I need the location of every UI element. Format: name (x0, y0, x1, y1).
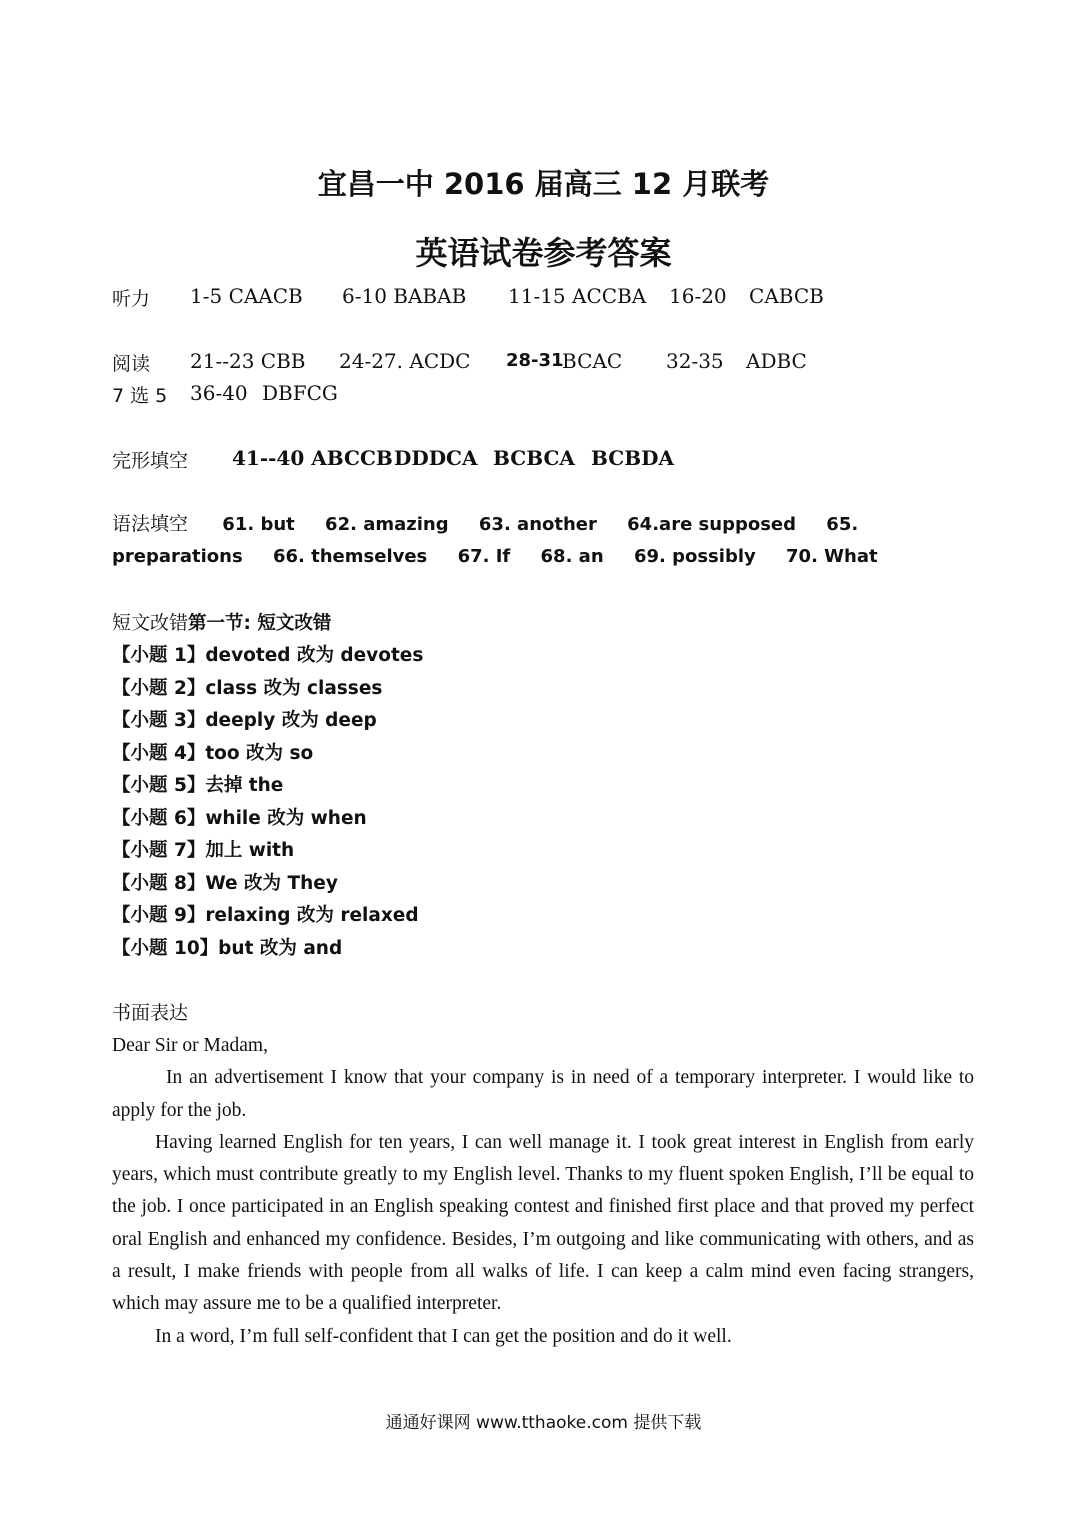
correction-item: 【小题 1】devoted 改为 devotes (112, 645, 424, 666)
listening-answers: 11-15 ACCBA (508, 284, 647, 308)
page-footer: 通通好课网 www.tthaoke.com 提供下载 (385, 1413, 702, 1433)
correction-label: 短文改错 (112, 612, 189, 634)
grammar-item: 69. possibly (633, 546, 756, 567)
correction-item: 【小题 7】加上 with (112, 840, 295, 861)
reading-range-bold: 28-31 (506, 350, 564, 371)
grammar-item: 66. themselves (272, 546, 428, 567)
cloze-answers: 41--40 ABCCB (232, 446, 393, 470)
correction-item: 【小题 6】while 改为 when (112, 808, 367, 829)
essay-paragraph: In a word, I’m full self-confident that I can get the position and do it well. (155, 1325, 732, 1347)
grammar-item: 67. If (457, 546, 511, 567)
correction-item: 【小题 10】but 改为 and (112, 938, 343, 959)
cloze-label: 完形填空 (112, 450, 189, 472)
grammar-item: 68. an (540, 546, 604, 567)
seven-choose-five-range: 36-40 (190, 381, 248, 405)
reading-label: 阅读 (112, 353, 151, 375)
correction-section-title: 第一节: 短文改错 (188, 613, 332, 634)
cloze-answers: BCBDA (591, 446, 674, 470)
grammar-item: 61. but (222, 514, 295, 535)
essay-paragraph: In an advertisement I know that your company is in need of a temporary interpreter. I would like to apply for the job. (112, 1067, 974, 1121)
correction-item: 【小题 4】too 改为 so (112, 743, 314, 764)
correction-item: 【小题 8】We 改为 They (112, 873, 338, 894)
cloze-answers: BCBCA (493, 446, 575, 470)
reading-answers: 24-27. ACDC (339, 349, 471, 373)
correction-item: 【小题 5】去掉 the (112, 775, 284, 796)
grammar-item: 62. amazing (325, 514, 449, 535)
grammar-label: 语法填空 (112, 513, 189, 535)
listening-answers: 6-10 BABAB (342, 284, 467, 308)
correction-item: 【小题 9】relaxing 改为 relaxed (112, 905, 419, 926)
correction-item: 【小题 2】class 改为 classes (112, 678, 383, 699)
grammar-section (112, 508, 974, 573)
page-subtitle: 英语试卷参考答案 (415, 234, 672, 272)
page-title: 宜昌一中 2016 届高三 12 月联考 (317, 167, 770, 201)
reading-answers: BCAC (562, 349, 623, 373)
essay (112, 1030, 974, 1353)
seven-choose-five-answers: DBFCG (262, 381, 338, 405)
listening-label: 听力 (112, 288, 151, 310)
reading-answers: 21--23 CBB (190, 349, 306, 373)
reading-answers: 32-35 ADBC (666, 349, 807, 373)
essay-paragraph: Having learned English for ten years, I can well manage it. I took great interest in English from early years, which must contribute greatly to my English level. Thanks to my fluent spoken English, I’ll be equal to the job. I once participated in an English speaking contest and finished first place and that proved my perfect oral English and enhanced my confidence. Besides, I’m outgoing and like communicating with others, and as a result, I make friends with people from all walks of life. I can keep a calm mind even facing strangers, which may assure me to be a qualified interpreter. (112, 1131, 974, 1315)
essay-salutation: Dear Sir or Madam, (112, 1035, 268, 1056)
listening-answers: 1-5 CAACB (190, 284, 303, 308)
grammar-item: 70. What (786, 546, 878, 567)
writing-label: 书面表达 (112, 1002, 189, 1024)
correction-item: 【小题 3】deeply 改为 deep (112, 710, 377, 731)
grammar-item: 64.are supposed (627, 514, 797, 535)
grammar-item: 65. preparations (112, 514, 859, 567)
listening-answers: 16-20 CABCB (669, 284, 824, 308)
grammar-item: 63. another (478, 514, 597, 535)
seven-choose-five-label: 7 选 5 (112, 385, 168, 407)
cloze-answers: DDDCA (394, 446, 478, 470)
